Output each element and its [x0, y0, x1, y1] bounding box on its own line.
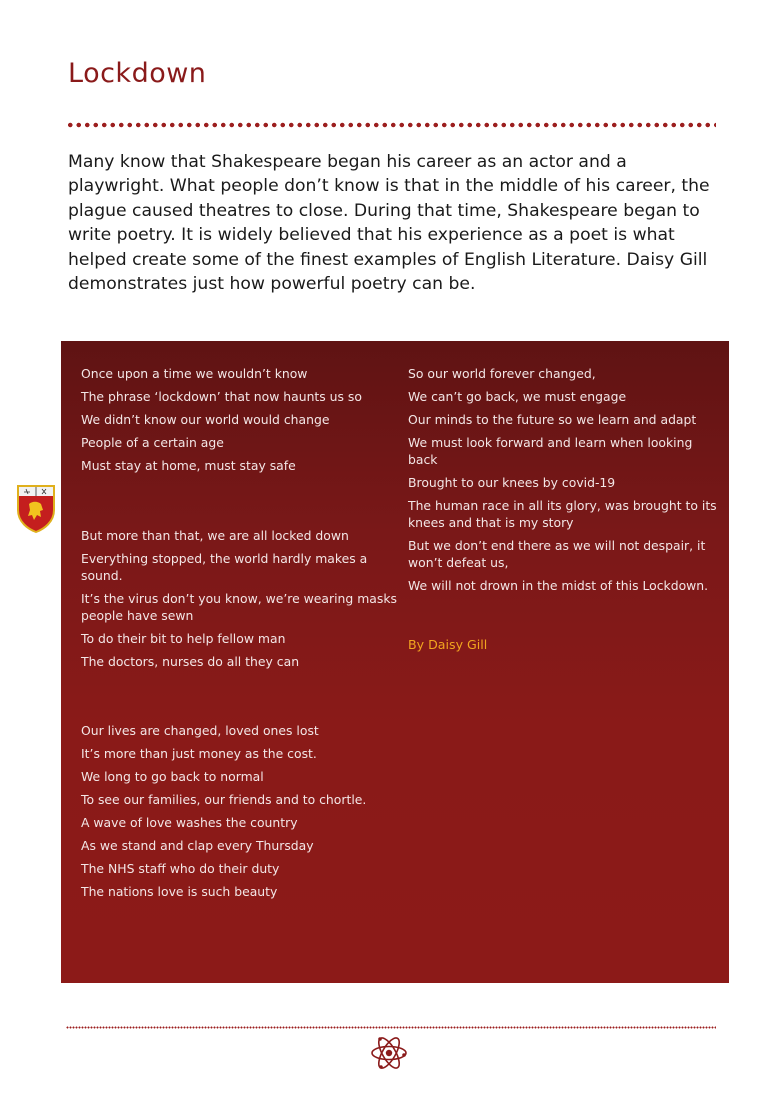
poem-line: Our minds to the future so we learn and adapt	[408, 412, 697, 427]
poem-line: To do their bit to help fellow man	[81, 631, 286, 646]
poem-line: Brought to our knees by covid-19	[408, 475, 616, 490]
poem-column-right	[408, 365, 723, 653]
stanza-1	[81, 365, 401, 474]
poem-line: It’s more than just money as the cost.	[81, 746, 317, 761]
atom-icon	[369, 1033, 409, 1073]
poem-author: By Daisy Gill	[408, 637, 488, 652]
dotted-divider-bottom	[66, 1026, 716, 1029]
poem-line: Our lives are changed, loved ones lost	[81, 723, 319, 738]
poem-column-left	[81, 365, 401, 906]
poem-line: It’s the virus don’t you know, we’re wearing masks people have sewn	[81, 591, 397, 623]
poem-line: We didn’t know our world would change	[81, 412, 330, 427]
stanza-3	[81, 722, 401, 900]
poem-line: To see our families, our friends and to chortle.	[81, 792, 367, 807]
poem-line: The NHS staff who do their duty	[81, 861, 280, 876]
school-crest-icon	[16, 484, 56, 534]
poem-line: But more than that, we are all locked down	[81, 528, 349, 543]
poem-line: We long to go back to normal	[81, 769, 264, 784]
poem-line: Must stay at home, must stay safe	[81, 458, 296, 473]
intro-paragraph: Many know that Shakespeare began his career as an actor and a playwright. What people don’t know is that in the middle of his career, the plague caused theatres to close. During that time, Shakespeare began to write poetry. It is widely believed that his experience as a poet is what helped create some of the finest examples of English Literature. Daisy Gill demonstrates just how powerful poetry can be.	[68, 152, 710, 295]
poem-line: Once upon a time we wouldn’t know	[81, 366, 308, 381]
stanza-2	[81, 527, 401, 670]
poem-line: As we stand and clap every Thursday	[81, 838, 314, 853]
poem-line: A wave of love washes the country	[81, 815, 298, 830]
poem-line: We will not drown in the midst of this Lockdown.	[408, 578, 709, 593]
poem-line: The nations love is such beauty	[81, 884, 278, 899]
poem-line: People of a certain age	[81, 435, 224, 450]
poem-line: Everything stopped, the world hardly makes a sound.	[81, 551, 368, 583]
poem-line: We can’t go back, we must engage	[408, 389, 627, 404]
dotted-divider-top	[66, 121, 716, 129]
stanza-4	[408, 365, 723, 594]
poem-line: The doctors, nurses do all they can	[81, 654, 300, 669]
page-title: Lockdown	[68, 58, 207, 89]
poem-box	[61, 341, 729, 983]
poem-line: So our world forever changed,	[408, 366, 596, 381]
poem-line: But we don’t end there as we will not despair, it won’t defeat us,	[408, 538, 706, 570]
poem-line: We must look forward and learn when looking back	[408, 435, 693, 467]
poem-line: The human race in all its glory, was brought to its knees and that is my story	[408, 498, 717, 530]
poem-line: The phrase ‘lockdown’ that now haunts us so	[81, 389, 362, 404]
